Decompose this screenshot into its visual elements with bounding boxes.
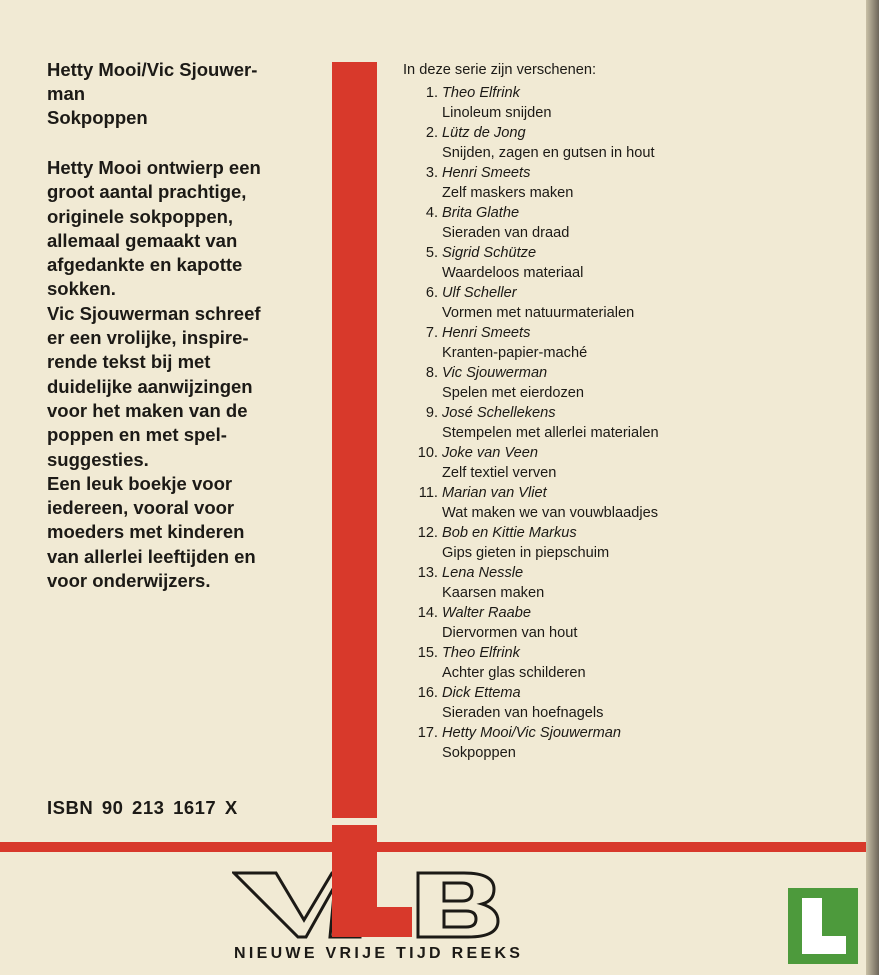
entry-number: 13. — [417, 565, 438, 581]
blurb-line: voor het maken van de — [47, 399, 248, 421]
entry-number: 9. — [425, 405, 438, 421]
entry-number: 3. — [425, 165, 438, 181]
sticker-l-icon — [788, 888, 858, 964]
blurb-line: originele sokpoppen, — [47, 205, 234, 227]
entry-author: Dick Ettema — [442, 685, 521, 701]
entry-number: 2. — [425, 125, 438, 141]
entry-author: Henri Smeets — [442, 325, 531, 341]
series-entry — [403, 483, 843, 523]
entry-number: 7. — [425, 325, 438, 341]
series-entry — [403, 683, 843, 723]
entry-author: Vic Sjouwerman — [442, 365, 548, 381]
entry-title: Spelen met eierdozen — [442, 385, 584, 401]
entry-author: Brita Glathe — [442, 205, 520, 221]
series-entry — [403, 403, 843, 443]
entry-author: José Schellekens — [442, 405, 556, 421]
series-entry — [403, 323, 843, 363]
blurb-line: duidelijke aanwijzingen — [47, 375, 253, 397]
book-title: Sokpoppen — [47, 107, 148, 128]
entry-number: 12. — [417, 525, 438, 541]
blurb-line: afgedankte en kapotte — [47, 254, 243, 276]
entry-author: Theo Elfrink — [442, 645, 520, 661]
series-entry — [403, 363, 843, 403]
series-list — [403, 61, 843, 763]
isbn: ISBN 90 213 1617 X — [47, 797, 238, 818]
entry-title: Wat maken we van vouwblaadjes — [442, 505, 659, 521]
logo-letter-b — [418, 873, 498, 937]
blurb-line: rende tekst bij met — [47, 351, 211, 373]
series-entry — [403, 203, 843, 243]
entry-title: Gips gieten in piepschuim — [442, 545, 610, 561]
entry-title: Waardeloos materiaal — [442, 265, 584, 281]
entry-title: Kranten-papier-maché — [442, 345, 588, 361]
book-spine-edge — [866, 0, 879, 975]
blurb-line: suggesties. — [47, 448, 149, 470]
series-entry — [403, 83, 843, 123]
entry-title: Vormen met natuurmaterialen — [442, 305, 635, 321]
entry-number: 10. — [417, 445, 438, 461]
entry-title: Linoleum snijden — [442, 105, 552, 121]
entry-title: Zelf maskers maken — [442, 185, 574, 201]
entry-title: Sokpoppen — [442, 745, 516, 761]
book-info — [47, 58, 327, 593]
series-entry — [403, 443, 843, 483]
entry-number: 4. — [425, 205, 438, 221]
entry-title: Sieraden van draad — [442, 225, 570, 241]
book-author-line1: Hetty Mooi/Vic Sjouwer- — [47, 59, 258, 80]
logo-letter-v — [234, 873, 342, 937]
blurb-line: Een leuk boekje voor — [47, 472, 233, 494]
entry-author: Henri Smeets — [442, 165, 531, 181]
series-entry — [403, 283, 843, 323]
price-sticker — [788, 888, 858, 964]
series-entry — [403, 243, 843, 283]
entry-number: 16. — [417, 685, 438, 701]
entry-author: Joke van Veen — [442, 445, 539, 461]
series-entry — [403, 723, 843, 763]
blurb-line: voor onderwijzers. — [47, 570, 211, 592]
blurb-line: sokken. — [47, 278, 116, 300]
book-blurb — [47, 156, 327, 593]
series-entry — [403, 643, 843, 683]
entry-author: Theo Elfrink — [442, 85, 520, 101]
series-entries — [403, 83, 843, 763]
entry-author: Bob en Kittie Markus — [442, 525, 577, 541]
blurb-line: Hetty Mooi ontwierp een — [47, 157, 261, 178]
entry-number: 11. — [418, 485, 438, 501]
series-entry — [403, 163, 843, 203]
entry-number: 6. — [425, 285, 438, 301]
entry-title: Zelf textiel verven — [442, 465, 557, 481]
entry-title: Sieraden van hoefnagels — [442, 705, 604, 721]
series-entry — [403, 523, 843, 563]
entry-number: 5. — [425, 245, 438, 261]
series-entry — [403, 603, 843, 643]
blurb-line: poppen en met spel- — [47, 424, 227, 446]
entry-author: Marian van Vliet — [442, 485, 547, 501]
logo-letter-l — [332, 825, 377, 937]
series-entry — [403, 123, 843, 163]
book-author — [47, 58, 327, 106]
entry-title: Snijden, zagen en gutsen in hout — [442, 145, 655, 161]
logo-letter-l-foot — [377, 907, 412, 937]
vlb-logo — [232, 825, 502, 940]
blurb-line: groot aantal prachtige, — [47, 181, 247, 203]
entry-author: Sigrid Schütze — [442, 245, 537, 261]
series-brand-name: NIEUWE VRIJE TIJD REEKS — [234, 945, 524, 962]
entry-title: Kaarsen maken — [442, 585, 545, 601]
entry-author: Ulf Scheller — [442, 285, 517, 301]
entry-title: Stempelen met allerlei materialen — [442, 425, 659, 441]
blurb-line: er een vrolijke, inspire- — [47, 327, 249, 349]
series-heading: In deze serie zijn verschenen: — [403, 62, 597, 78]
blurb-line: Vic Sjouwerman schreef — [47, 302, 261, 324]
series-entry — [403, 563, 843, 603]
entry-number: 17. — [417, 725, 438, 741]
blurb-line: moeders met kinderen — [47, 521, 245, 543]
entry-number: 8. — [425, 365, 438, 381]
entry-author: Lena Nessle — [442, 565, 524, 581]
entry-title: Achter glas schilderen — [442, 665, 586, 681]
entry-author: Walter Raabe — [442, 605, 531, 621]
entry-number: 15. — [417, 645, 438, 661]
blurb-line: van allerlei leeftijden en — [47, 545, 256, 567]
book-author-line2: man — [47, 83, 86, 104]
entry-author: Lütz de Jong — [442, 125, 526, 141]
entry-number: 14. — [417, 605, 438, 621]
entry-author: Hetty Mooi/Vic Sjouwerman — [442, 725, 621, 741]
blurb-line: iedereen, vooral voor — [47, 497, 235, 519]
entry-title: Diervormen van hout — [442, 625, 578, 641]
entry-number: 1. — [425, 85, 438, 101]
red-vertical-bar — [332, 62, 377, 818]
blurb-line: allemaal gemaakt van — [47, 229, 238, 251]
